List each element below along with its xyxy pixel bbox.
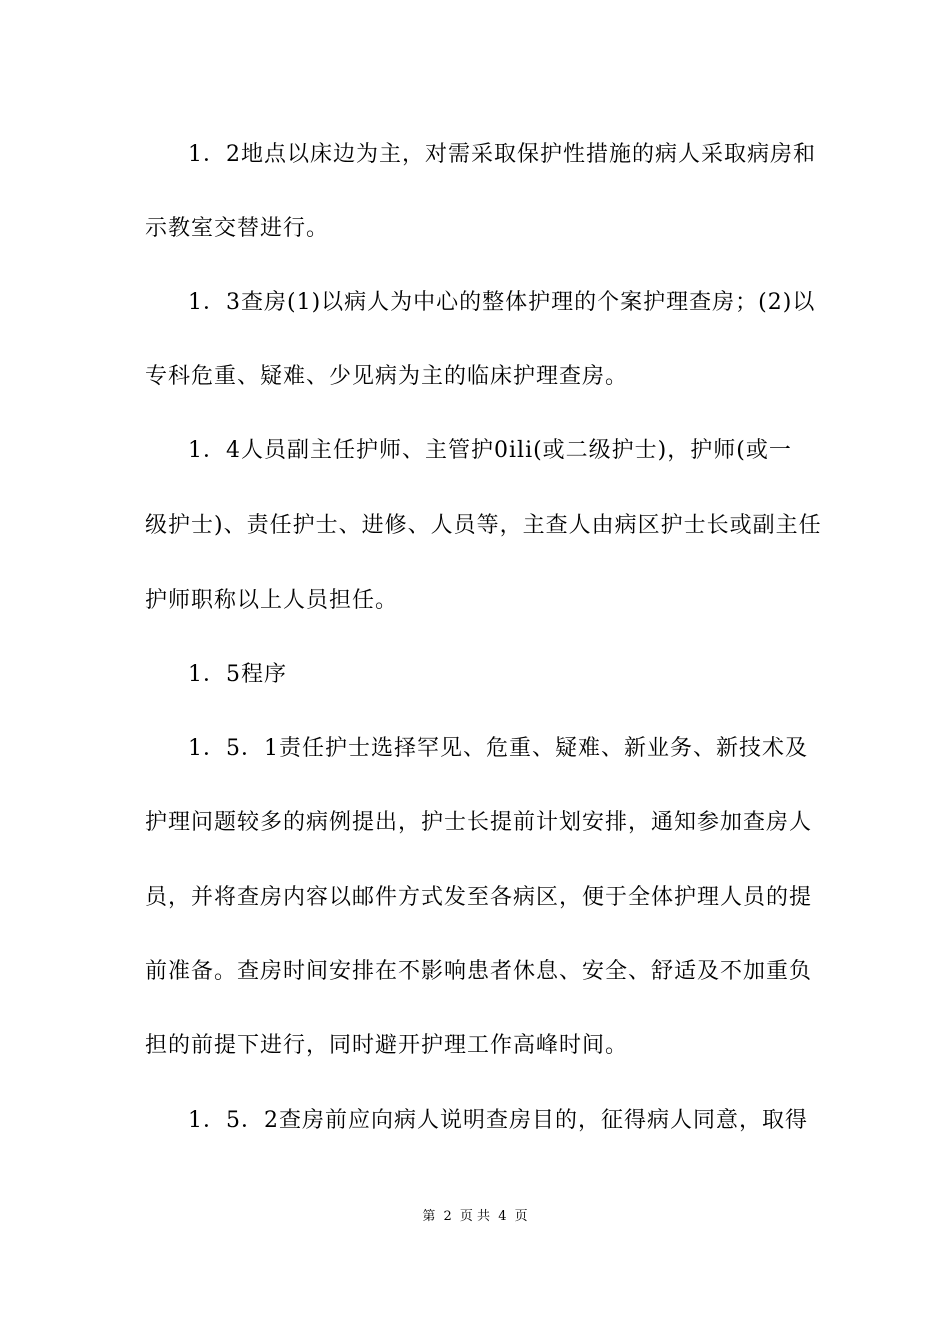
paragraph-line: 护理问题较多的病例提出，护士长提前计划安排，通知参加查房人 [145,810,813,835]
paragraph-line: 1．5．2查房前应向病人说明查房目的，征得病人同意，取得 [188,1108,808,1133]
paragraph-line: 1．3查房(1)以病人为中心的整体护理的个案护理查房；(2)以 [188,290,816,315]
page-footer [0,1208,950,1226]
section-heading: 1．5程序 [188,662,287,687]
paragraph-line: 员，并将查房内容以邮件方式发至各病区，便于全体护理人员的提 [145,885,813,910]
paragraph-line: 前准备。查房时间安排在不影响患者休息、安全、舒适及不加重负 [145,959,813,984]
page-label-suffix: 页 [514,1209,528,1224]
paragraph-line: 1．5．1责任护士选择罕见、危重、疑难、新业务、新技术及 [188,736,808,761]
current-page-number: 2 [443,1209,452,1224]
paragraph-line: 示教室交替进行。 [145,216,330,241]
paragraph-line: 级护士)、责任护士、进修、人员等，主查人由病区护士长或副主任 [145,513,822,538]
paragraph-line: 1．2地点以床边为主，对需采取保护性措施的病人采取病房和 [188,142,816,167]
paragraph-line: 护师职称以上人员担任。 [145,588,399,613]
page-label-prefix: 第 [422,1209,436,1224]
page-label-mid: 页 共 [459,1209,491,1224]
paragraph-line: 1．4人员副主任护师、主管护0ili(或二级护士)，护师(或一 [188,438,792,463]
paragraph-line: 担的前提下进行，同时避开护理工作高峰时间。 [145,1033,629,1058]
paragraph-line: 专科危重、疑难、少见病为主的临床护理查房。 [145,364,629,389]
total-pages-number: 4 [498,1209,507,1224]
